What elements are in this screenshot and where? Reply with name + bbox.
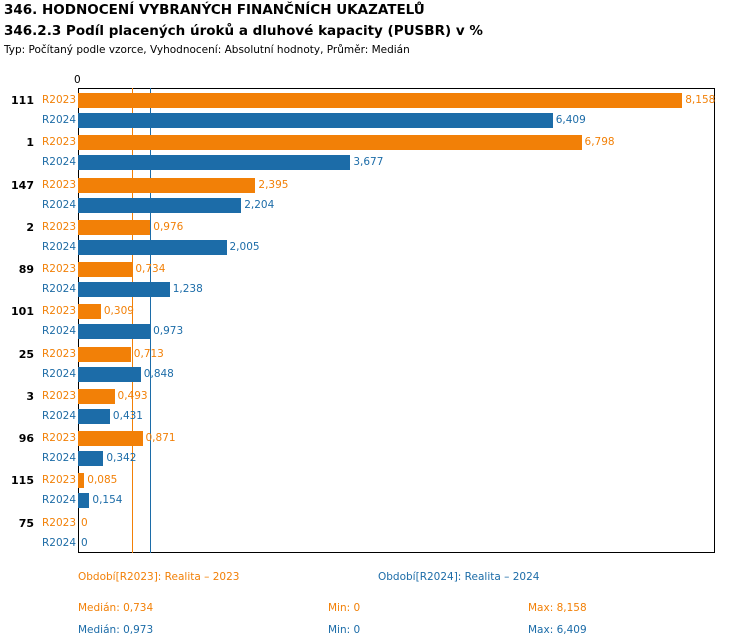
category-id-2: 2 (26, 220, 34, 234)
series-label-R2024: R2024 (42, 325, 77, 338)
category-id-115: 115 (11, 474, 34, 488)
bar-group (78, 299, 715, 341)
bar-value-label: 2,204 (244, 198, 275, 211)
bar-value-label: 1,238 (172, 283, 203, 296)
bar-group (78, 173, 715, 215)
series-label-R2023: R2023 (42, 389, 77, 402)
bar-R2024-111[interactable] (78, 113, 553, 128)
bar-R2024-96[interactable] (78, 451, 103, 466)
bar-value-label: 0,431 (112, 409, 143, 422)
chart-plot-area (78, 88, 715, 553)
series-label-R2023: R2023 (42, 432, 77, 445)
bar-R2023-2[interactable] (78, 220, 150, 235)
bar-value-label: 0,976 (153, 220, 184, 233)
category-id-101: 101 (11, 305, 34, 319)
series-label-R2023: R2023 (42, 516, 77, 529)
bar-value-label: 8,158 (685, 94, 716, 106)
bar-row (78, 155, 715, 170)
bar-row (78, 324, 715, 339)
bar-value-label: 0,734 (135, 263, 166, 276)
bar-group (78, 468, 715, 510)
bar-R2023-111[interactable] (78, 93, 682, 108)
category-id-147: 147 (11, 178, 34, 192)
bar-value-label: 6,798 (584, 136, 615, 149)
median-2023: Medián: 0,734 (78, 602, 154, 614)
legend-series-2024: Období[R2024]: Realita – 2024 (378, 571, 540, 583)
bar-group (78, 511, 715, 553)
bar-row (78, 93, 715, 108)
category-id-1: 1 (26, 136, 34, 150)
bar-R2024-1[interactable] (78, 155, 350, 170)
bar-group (78, 426, 715, 468)
series-label-R2023: R2023 (42, 220, 77, 233)
bar-R2024-3[interactable] (78, 409, 110, 424)
bar-value-label: 0 (81, 536, 88, 549)
series-label-R2023: R2023 (42, 474, 77, 487)
bar-R2023-96[interactable] (78, 431, 143, 446)
bar-value-label: 2,395 (258, 178, 289, 191)
bar-row (78, 240, 715, 255)
max-2024: Max: 6,409 (528, 624, 587, 636)
bar-value-label: 2,005 (229, 240, 260, 253)
bar-R2024-147[interactable] (78, 198, 241, 213)
bar-row (78, 493, 715, 508)
bar-row (78, 135, 715, 150)
bar-value-label: 0,973 (153, 325, 184, 338)
bar-row (78, 451, 715, 466)
bar-row (78, 431, 715, 446)
bar-row (78, 516, 715, 531)
min-2023: Min: 0 (328, 602, 361, 614)
bar-group (78, 384, 715, 426)
bar-row (78, 304, 715, 319)
bar-row (78, 220, 715, 235)
bar-R2023-1[interactable] (78, 135, 582, 150)
series-label-R2024: R2024 (42, 114, 77, 126)
min-2024: Min: 0 (328, 624, 361, 636)
bar-R2024-115[interactable] (78, 493, 89, 508)
bar-group (78, 130, 715, 172)
bar-row (78, 282, 715, 297)
bar-value-label: 0,309 (103, 305, 134, 318)
legend-series-2023: Období[R2023]: Realita – 2023 (78, 571, 240, 583)
series-label-R2024: R2024 (42, 536, 77, 549)
bar-R2024-89[interactable] (78, 282, 170, 297)
bar-value-label: 0,493 (117, 389, 148, 402)
series-label-R2024: R2024 (42, 409, 77, 422)
series-label-R2024: R2024 (42, 452, 77, 465)
bar-R2024-25[interactable] (78, 367, 141, 382)
series-label-R2023: R2023 (42, 347, 77, 360)
series-label-R2024: R2024 (42, 367, 77, 380)
series-label-R2023: R2023 (42, 305, 77, 318)
series-label-R2023: R2023 (42, 263, 77, 276)
bar-row (78, 409, 715, 424)
bar-value-label: 0,713 (133, 347, 164, 360)
bar-value-label: 6,409 (555, 114, 586, 126)
bar-R2023-25[interactable] (78, 347, 131, 362)
bar-value-label: 0,342 (106, 452, 137, 465)
bar-R2023-3[interactable] (78, 389, 115, 404)
series-label-R2023: R2023 (42, 178, 77, 191)
bar-R2023-147[interactable] (78, 178, 255, 193)
bar-value-label: 0,085 (87, 474, 118, 487)
bar-value-label: 3,677 (353, 156, 384, 169)
bar-row (78, 262, 715, 277)
bar-row (78, 113, 715, 128)
category-id-96: 96 (18, 432, 34, 446)
bar-row (78, 389, 715, 404)
bar-value-label: 0,871 (145, 432, 176, 445)
bar-value-label: 0,154 (92, 494, 123, 507)
axis-zero-label: 0 (74, 74, 81, 86)
series-label-R2023: R2023 (42, 94, 77, 106)
page-title: 346. HODNOCENÍ VYBRANÝCH FINANČNÍCH UKAZATELŮ (4, 2, 425, 18)
series-label-R2024: R2024 (42, 494, 77, 507)
bar-R2024-2[interactable] (78, 240, 227, 255)
bar-row (78, 178, 715, 193)
bar-row (78, 367, 715, 382)
series-label-R2024: R2024 (42, 240, 77, 253)
series-label-R2023: R2023 (42, 136, 77, 149)
bar-group (78, 257, 715, 299)
bar-row (78, 198, 715, 213)
chart-type-line: Typ: Počítaný podle vzorce, Vyhodnocení: Absolutní hodnoty, Průměr: Medián (4, 44, 410, 56)
bar-R2024-101[interactable] (78, 324, 150, 339)
max-2023: Max: 8,158 (528, 602, 587, 614)
bar-group (78, 215, 715, 257)
bar-value-label: 0 (81, 516, 88, 529)
median-2024: Medián: 0,973 (78, 624, 154, 636)
bar-row (78, 347, 715, 362)
bar-R2023-89[interactable] (78, 262, 132, 277)
category-id-89: 89 (18, 263, 34, 277)
bar-group (78, 342, 715, 384)
category-id-3: 3 (26, 389, 34, 403)
category-id-25: 25 (18, 347, 34, 361)
bar-value-label: 0,848 (143, 367, 174, 380)
category-id-75: 75 (18, 516, 34, 530)
series-label-R2024: R2024 (42, 283, 77, 296)
bar-R2023-101[interactable] (78, 304, 101, 319)
category-id-111: 111 (11, 94, 34, 107)
bar-group (78, 88, 715, 130)
chart-subtitle: 346.2.3 Podíl placených úroků a dluhové kapacity (PUSBR) v % (4, 23, 483, 39)
bar-row (78, 473, 715, 488)
series-label-R2024: R2024 (42, 156, 77, 169)
series-label-R2024: R2024 (42, 198, 77, 211)
bar-row (78, 536, 715, 551)
